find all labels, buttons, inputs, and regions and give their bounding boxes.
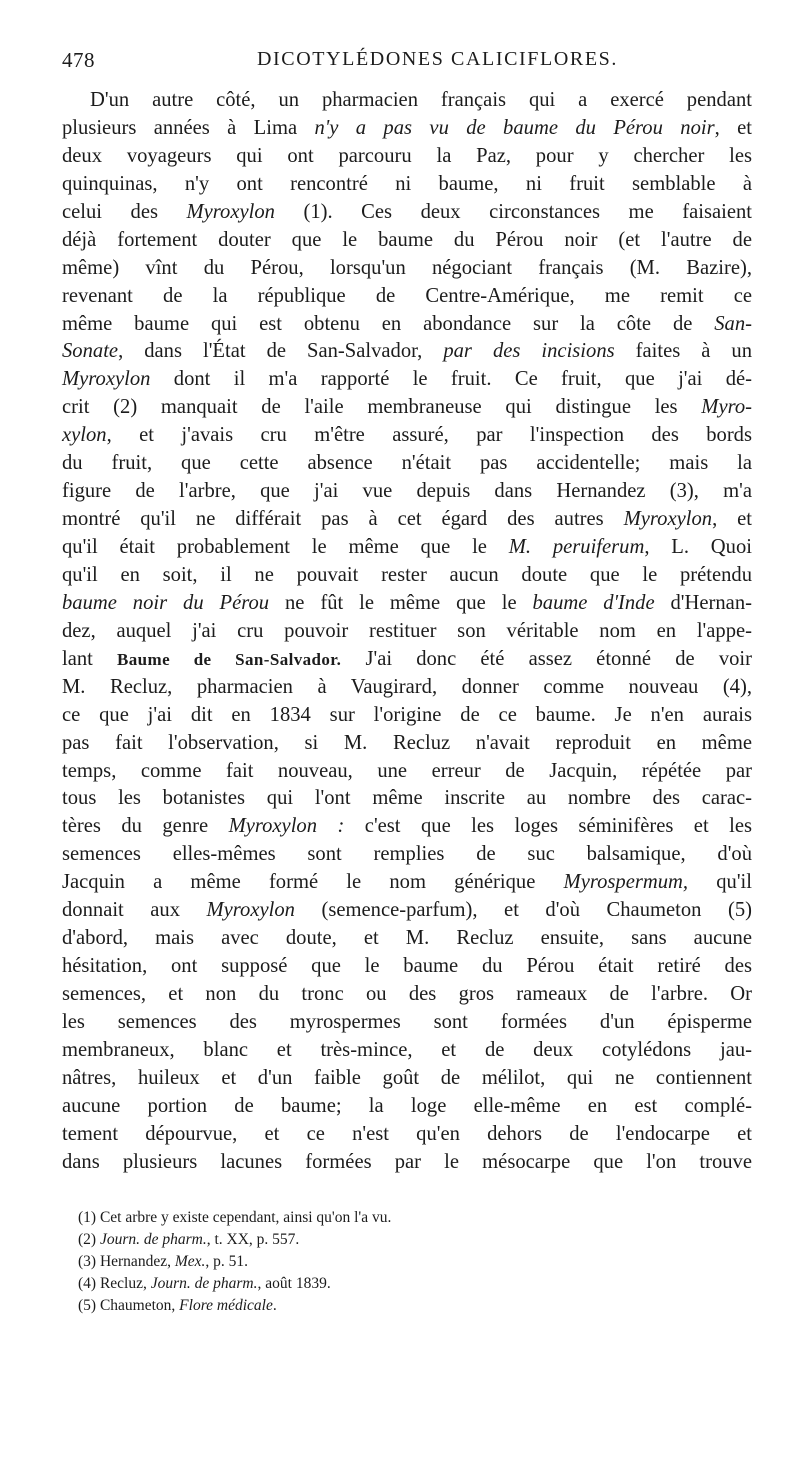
text-line: même) vînt du Pérou, lorsqu'un négociant français (M. Bazire), bbox=[62, 256, 752, 279]
text-line: tères du genre Myroxylon : c'est que les loges séminifères et les bbox=[62, 815, 753, 838]
footnote: (3) Hernandez, Mex., p. 51. bbox=[78, 1253, 248, 1270]
text-line: temps, comme fait nouveau, une erreur de Jacquin, répétée par bbox=[62, 759, 752, 782]
text-line: même baume qui est obtenu en abondance sur la côte de San- bbox=[62, 312, 752, 335]
text-line: quinquinas, n'y ont rencontré ni baume, ni fruit semblable à bbox=[62, 172, 752, 195]
text-line: figure de l'arbre, que j'ai vue depuis dans Hernandez (3), m'a bbox=[62, 480, 752, 503]
footnote: (2) Journ. de pharm., t. XX, p. 557. bbox=[78, 1231, 300, 1248]
text-line: revenant de la république de Centre-Amérique, me remit ce bbox=[62, 284, 752, 307]
text-line: d'abord, mais avec doute, et M. Recluz ensuite, sans aucune bbox=[62, 927, 752, 950]
text-line: semences, et non du tronc ou des gros rameaux de l'arbre. Or bbox=[62, 983, 752, 1005]
page-header bbox=[62, 48, 762, 74]
text-line: deux voyageurs qui ont parcouru la Paz, pour y chercher les bbox=[62, 144, 752, 167]
text-line: Sonate, dans l'État de San-Salvador, par des incisions faites à un bbox=[62, 340, 752, 363]
footnote: (4) Recluz, Journ. de pharm., août 1839. bbox=[78, 1275, 331, 1292]
text-line: dans plusieurs lacunes formées par le mésocarpe que l'on trouve bbox=[62, 1150, 752, 1173]
text-line: nâtres, huileux et d'un faible goût de mélilot, qui ne contiennent bbox=[62, 1066, 752, 1089]
text-line: plusieurs années à Lima n'y a pas vu de baume du Pérou noir, et bbox=[62, 116, 753, 139]
text-line: tous les botanistes qui l'ont même inscrite au nombre des carac- bbox=[62, 787, 752, 810]
text-line: aucune portion de baume; la loge elle-même en est complé- bbox=[62, 1094, 752, 1117]
text-line: Jacquin a même formé le nom générique Myrospermum, qu'il bbox=[62, 871, 752, 894]
text-line: du fruit, que cette absence n'était pas accidentelle; mais la bbox=[62, 452, 752, 475]
text-line: déjà fortement douter que le baume du Pérou noir (et l'autre de bbox=[62, 228, 752, 251]
text-line: qu'il était probablement le même que le M. peruiferum, L. Quoi bbox=[62, 536, 752, 558]
text-line: dez, auquel j'ai cru pouvoir restituer son véritable nom en l'appe- bbox=[62, 619, 752, 642]
text-line: celui des Myroxylon (1). Ces deux circonstances me faisaient bbox=[62, 200, 752, 223]
text-line: crit (2) manquait de l'aile membraneuse qui distingue les Myro- bbox=[62, 396, 752, 419]
running-title: DICOTYLÉDONES CALICIFLORES. bbox=[257, 48, 618, 70]
text-line: M. Recluz, pharmacien à Vaugirard, donner comme nouveau (4), bbox=[62, 675, 752, 698]
text-line: qu'il en soit, il ne pouvait rester aucun doute que le prétendu bbox=[62, 563, 752, 586]
text-line: D'un autre côté, un pharmacien français qui a exercé pendant bbox=[90, 89, 752, 111]
text-line: semences elles-mêmes sont remplies de suc balsamique, d'où bbox=[62, 843, 752, 866]
footnotes bbox=[78, 1207, 718, 1317]
footnote: (5) Chaumeton, Flore médicale. bbox=[78, 1297, 277, 1314]
text-line: hésitation, ont supposé que le baume du Pérou était retiré des bbox=[62, 955, 752, 978]
text-line: lant Baume de San-Salvador. J'ai donc été assez étonné de voir bbox=[62, 647, 752, 670]
text-line: ce que j'ai dit en 1834 sur l'origine de ce baume. Je n'en aurais bbox=[62, 703, 752, 726]
footnote: (1) Cet arbre y existe cependant, ainsi qu'on l'a vu. bbox=[78, 1209, 392, 1226]
text-line: montré qu'il ne différait pas à cet égard des autres Myroxylon, et bbox=[62, 508, 752, 531]
text-line: tement dépourvue, et ce n'est qu'en dehors de l'endocarpe et bbox=[62, 1122, 752, 1145]
text-line: xylon, et j'avais cru m'être assuré, par l'inspection des bords bbox=[62, 424, 752, 447]
text-line: Myroxylon dont il m'a rapporté le fruit. Ce fruit, que j'ai dé- bbox=[62, 368, 752, 391]
text-line: pas fait l'observation, si M. Recluz n'avait reproduit en même bbox=[62, 731, 752, 754]
body-text bbox=[62, 87, 752, 1177]
text-line: donnait aux Myroxylon (semence-parfum), et d'où Chaumeton (5) bbox=[62, 899, 752, 922]
text-line: membraneux, blanc et très-mince, et de deux cotylédons jau- bbox=[62, 1038, 752, 1061]
text-line: les semences des myrospermes sont formées d'un épisperme bbox=[62, 1010, 752, 1033]
page-number: 478 bbox=[62, 48, 95, 72]
text-line: baume noir du Pérou ne fût le même que le baume d'Inde d'Hernan- bbox=[62, 591, 752, 614]
